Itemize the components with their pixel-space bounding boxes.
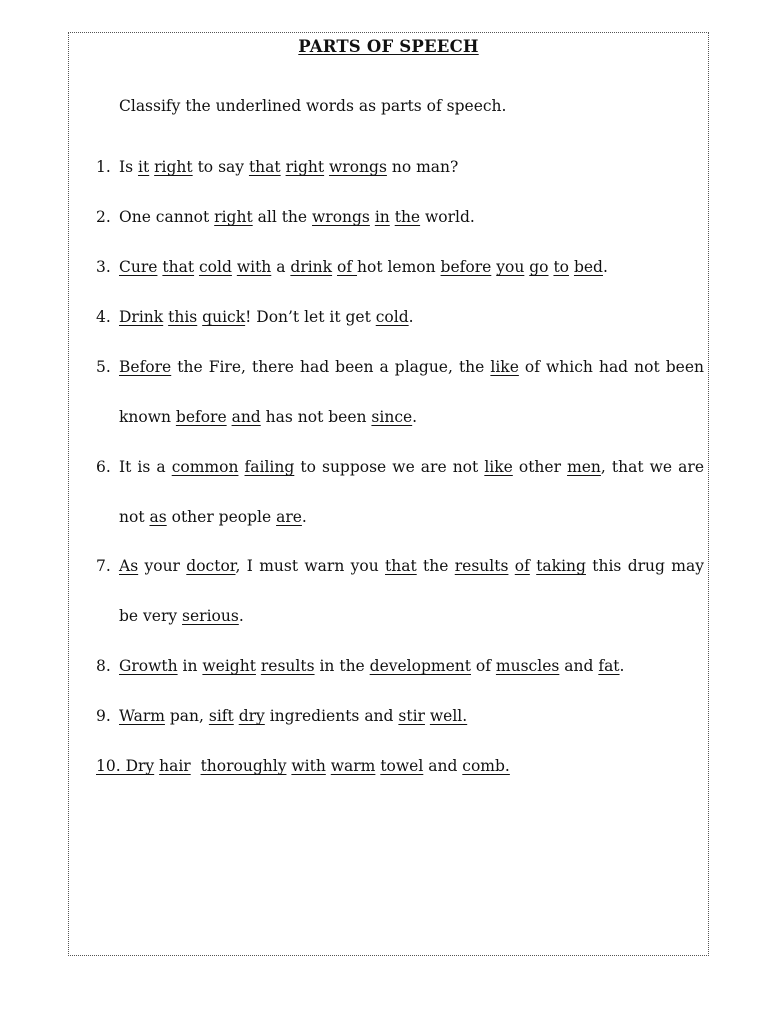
underlined-word: stir: [398, 707, 425, 725]
text-run: .: [408, 308, 414, 326]
underlined-word: cold: [375, 308, 409, 326]
underlined-word: right: [285, 158, 325, 176]
underlined-word: weight: [202, 657, 256, 675]
text-run: hot lemon: [357, 258, 441, 276]
question-10: [96, 741, 510, 791]
underlined-word: Warm: [119, 707, 165, 725]
text-run: .: [238, 607, 244, 625]
underlined-word: before: [440, 258, 492, 276]
text-run: to say: [192, 158, 249, 176]
underlined-word: sift: [208, 707, 234, 725]
text-run: [191, 757, 201, 775]
underlined-word: go: [529, 258, 549, 276]
underlined-word: men: [567, 458, 601, 476]
underlined-word: before: [175, 408, 227, 426]
underlined-word: wrongs: [312, 208, 370, 226]
text-run: of: [470, 657, 496, 675]
underlined-word: with: [236, 258, 272, 276]
question-text: [119, 292, 704, 342]
question-number: 1.: [96, 158, 111, 176]
text-run: of which had not been known: [119, 358, 705, 426]
text-run: this drug may be very: [119, 557, 704, 625]
underlined-word: failing: [244, 458, 295, 476]
underlined-word: this: [168, 308, 198, 326]
question-3: [96, 242, 704, 292]
question-number: 8.: [96, 657, 111, 675]
underlined-word: taking: [536, 557, 586, 575]
underlined-word: Drink: [119, 308, 164, 326]
underlined-word: Cure: [119, 258, 158, 276]
text-run: .: [602, 258, 608, 276]
text-run: the Fire, there had been a plague, the: [171, 358, 491, 376]
question-text: [119, 192, 704, 242]
text-run: .: [301, 508, 307, 526]
question-text: [119, 442, 704, 542]
question-number: 6.: [96, 458, 111, 476]
page-title: PARTS OF SPEECH: [298, 37, 479, 56]
underlined-word: comb.: [462, 757, 510, 775]
underlined-word: cold: [199, 258, 232, 276]
text-run: other: [512, 458, 568, 476]
text-run: and: [423, 757, 463, 775]
underlined-word: Growth: [119, 657, 178, 675]
question-number: 9.: [96, 707, 111, 725]
text-run: ! Don’t let it get: [245, 308, 376, 326]
question-number: 5.: [96, 358, 111, 376]
underlined-word: it: [138, 158, 150, 176]
underlined-word: doctor: [186, 557, 236, 575]
question-2: [96, 192, 704, 242]
underlined-word: that: [162, 258, 195, 276]
text-run: in: [177, 657, 203, 675]
question-8: [96, 641, 704, 691]
underlined-word: to: [553, 258, 570, 276]
underlined-word: as: [149, 508, 167, 526]
text-run: .: [619, 657, 625, 675]
text-run: pan,: [164, 707, 209, 725]
text-run: in the: [314, 657, 370, 675]
underlined-word: well.: [429, 707, 468, 725]
text-run: your: [138, 557, 187, 575]
question-number: 7.: [96, 557, 111, 575]
underlined-word: quick: [202, 308, 246, 326]
text-run: .: [412, 408, 418, 426]
underlined-word: wrongs: [329, 158, 387, 176]
underlined-word: and: [231, 408, 261, 426]
underlined-word: fat: [598, 657, 620, 675]
underlined-word: that: [385, 557, 417, 575]
text-run: , I must warn you: [235, 557, 386, 575]
underlined-word: bed: [573, 258, 603, 276]
underlined-word: common: [171, 458, 239, 476]
underlined-word: hair: [159, 757, 191, 775]
underlined-word: results: [260, 657, 315, 675]
text-run: a: [271, 258, 291, 276]
question-text: [119, 641, 704, 691]
question-5: [96, 342, 704, 442]
underlined-word: 10. Dry: [96, 757, 155, 775]
text-run: other people: [166, 508, 277, 526]
text-run: all the: [252, 208, 313, 226]
underlined-word: thoroughly: [200, 757, 287, 775]
underlined-word: right: [154, 158, 193, 176]
question-1: [96, 142, 704, 192]
instruction-text: Classify the underlined words as parts of speech.: [119, 97, 507, 115]
question-text: [119, 691, 704, 741]
text-run: and: [559, 657, 599, 675]
underlined-word: towel: [380, 757, 424, 775]
underlined-word: results: [454, 557, 509, 575]
question-6: [96, 442, 704, 542]
underlined-word: that: [248, 158, 281, 176]
underlined-word: in: [374, 208, 390, 226]
text-run: the: [416, 557, 455, 575]
underlined-word: serious: [182, 607, 239, 625]
text-run: to suppose we are not: [294, 458, 485, 476]
text-run: world.: [420, 208, 475, 226]
underlined-word: dry: [238, 707, 265, 725]
text-run: ingredients and: [264, 707, 399, 725]
underlined-word: muscles: [495, 657, 560, 675]
underlined-word: Before: [119, 358, 172, 376]
question-number: 2.: [96, 208, 111, 226]
underlined-word: since: [371, 408, 413, 426]
question-7: [96, 541, 704, 641]
text-run: no man?: [386, 158, 459, 176]
text-run: Is: [119, 158, 139, 176]
underlined-word: development: [369, 657, 471, 675]
underlined-word: the: [394, 208, 421, 226]
underlined-word: are: [276, 508, 302, 526]
underlined-word: of: [337, 258, 357, 276]
underlined-word: of: [514, 557, 530, 575]
underlined-word: with: [291, 757, 326, 775]
question-text: [119, 342, 704, 442]
question-number: 3.: [96, 258, 111, 276]
text-run: One cannot: [119, 208, 215, 226]
question-4: [96, 292, 704, 342]
text-run: It is a: [119, 458, 172, 476]
text-run: , that we are not: [119, 458, 704, 526]
question-number: 4.: [96, 308, 111, 326]
underlined-word: warm: [330, 757, 376, 775]
underlined-word: like: [484, 458, 513, 476]
underlined-word: like: [490, 358, 519, 376]
underlined-word: drink: [290, 258, 333, 276]
underlined-word: you: [496, 258, 525, 276]
question-text: [119, 541, 704, 641]
underlined-word: As: [119, 557, 139, 575]
question-text: [119, 142, 704, 192]
question-text: [119, 242, 704, 292]
text-run: has not been: [260, 408, 372, 426]
question-9: [96, 691, 704, 741]
underlined-word: right: [214, 208, 253, 226]
